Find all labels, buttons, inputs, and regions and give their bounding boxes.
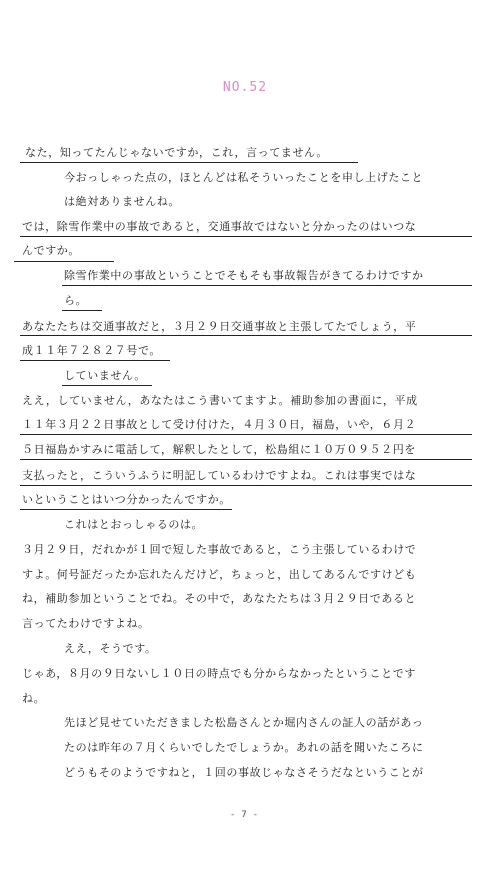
- text-line: んですか。: [22, 244, 80, 257]
- page-number: NO.52: [222, 80, 268, 95]
- text-line: なた，知ってたんじゃないですか，これ，言ってません。: [25, 146, 328, 159]
- text-line: 成１１年７２８２７号で。: [22, 344, 161, 357]
- text-line: じゃあ，８月の９日ないし１０日の時点でも分からなかったということです: [22, 667, 416, 680]
- text-line: たのは昨年の７月くらいでしたでしょうか。あれの話を聞いたころに: [64, 741, 424, 754]
- text-line: していません。: [64, 369, 146, 382]
- underline: [20, 360, 170, 361]
- text-line: どうもそのようですねと，１回の事故じゃなさそうだなということが: [64, 766, 424, 779]
- text-line: ら。: [64, 294, 88, 307]
- text-line: は絶対ありませんね。: [64, 195, 180, 208]
- text-line: ね，補助参加ということでね。その中で，あなたたちは３月２９日であると: [22, 592, 417, 605]
- page-footer: - 7 -: [231, 810, 259, 820]
- underline: [62, 285, 472, 286]
- underline: [14, 261, 114, 262]
- text-line: これはとおっしゃるのは。: [64, 518, 204, 531]
- underline: [62, 310, 102, 311]
- text-line: すよ。何号証だったか忘れたんだけど，ちょっと，出してあるんですけども: [22, 568, 417, 581]
- text-line: 言ってたわけですよね。: [22, 617, 150, 630]
- text-line: ええ，していません，あなたはこう書いてますよ。補助参加の書面に，平成: [22, 394, 418, 407]
- text-line: ５日福島かすみに電話して，解釈したとして，松島組に１０万０９５２円を: [22, 443, 416, 456]
- text-line: 今おっしゃった点の，ほとんどは私そういったことを申し上げたこと: [64, 171, 424, 184]
- text-line: では，除雪作業中の事故であると，交通事故ではないと分かったのはいつな: [22, 220, 417, 233]
- text-line: ね。: [22, 692, 46, 705]
- text-line: 先ほど見せていただきました松島さんとか堀内さんの証人の話があっ: [64, 716, 424, 729]
- underline: [20, 335, 472, 336]
- text-line: １１年３月２２日事故として受け付けた，４月３０日，福島，いや，６月２: [22, 418, 417, 431]
- text-line: ３月２９日，だれかが１回で短した事故であると，こう主張しているわけで: [22, 543, 417, 556]
- text-line: あなたたちは交通事故だと，３月２９日交通事故と主張してたでしょう，平: [22, 320, 417, 333]
- text-line: ええ，そうです。: [64, 642, 157, 655]
- underline: [20, 485, 472, 486]
- text-line: 支払ったと，こういうふうに明記しているわけですよね。これは事実ではな: [22, 469, 417, 482]
- underline: [20, 236, 472, 237]
- underline: [20, 434, 472, 435]
- underline: [20, 162, 358, 163]
- underline: [20, 459, 472, 460]
- underline: [62, 385, 152, 386]
- text-line: いということはいつ分かったんですか。: [22, 493, 231, 506]
- text-line: 除雪作業中の事故ということでそもそも事故報告がきてるわけですか: [64, 269, 424, 282]
- underline: [20, 509, 232, 510]
